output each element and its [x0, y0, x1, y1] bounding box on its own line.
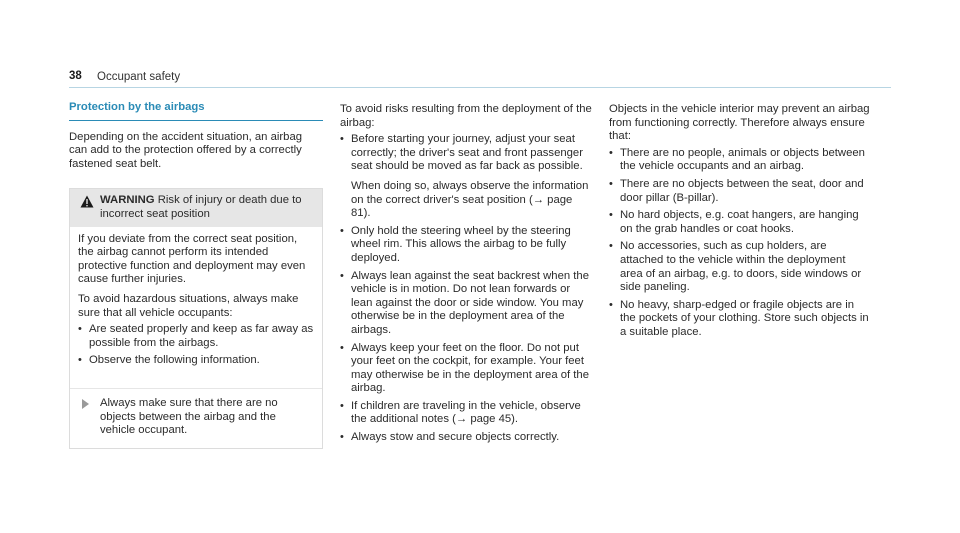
list-item: • There are no objects between the seat, door and door pillar (B-pillar).	[609, 177, 864, 204]
list-item: • Are seated properly and keep as far away as possible from the airbags.	[78, 323, 314, 349]
intro-paragraph: To avoid risks resulting from the deployment of the airbag:	[340, 103, 592, 129]
list-item: • Always lean against the seat backrest when the vehicle is in motion. Do not lean forwards or lean against the door or side window. You may otherwise be in the deployment area of the airbags.	[340, 269, 590, 336]
page-title: Occupant safety	[97, 71, 181, 83]
section-heading: Protection by the airbags	[69, 101, 323, 121]
info-box	[69, 188, 323, 448]
notice-text: Always make sure that there are no objects between the airbag and the vehicle occupant.	[100, 396, 278, 437]
page-reference-link[interactable]: (→ page 81).	[351, 193, 573, 220]
intro-paragraph: Depending on the accident situation, an airbag can add to the protection offered by a correctly fastened seat belt.	[69, 130, 303, 170]
list-item: • There are no people, animals or objects between the vehicle occupants and an airbag.	[609, 146, 865, 173]
warning-header	[70, 189, 322, 226]
warning-list	[78, 323, 314, 368]
list-item: • No accessories, such as cup holders, are attached to the vehicle within the deployment area of an airbag, e.g. to doors, side windows or side paneling.	[609, 240, 862, 294]
intro-paragraph: Objects in the vehicle interior may prevent an airbag from functioning correctly. Therefore always ensure that:	[609, 103, 870, 143]
page-number: 38	[69, 70, 82, 82]
bullet-list	[340, 133, 594, 444]
warning-icon	[80, 195, 94, 208]
column-3	[609, 103, 871, 344]
header-rule	[69, 87, 891, 88]
warning-body	[70, 227, 322, 376]
column-1	[69, 101, 323, 449]
list-item: • No heavy, sharp-edged or fragile objects are in the pockets of your clothing. Store such objects in a suitable place.	[609, 298, 869, 338]
play-arrow-icon	[82, 399, 89, 409]
list-item: • Always keep your feet on the floor. Do not put your feet on the cockpit, for example. Your feet may otherwise be in the deployment area of the airbag.	[340, 341, 590, 395]
list-item: • Only hold the steering wheel by the steering wheel rim. This allows the airbag to be fully deployed.	[340, 224, 571, 264]
list-item: • No hard objects, e.g. coat hangers, are hanging on the grab handles or coat hooks.	[609, 209, 859, 235]
list-item: • Always stow and secure objects correctly.	[340, 431, 560, 444]
list-item: • Observe the following information.	[78, 354, 260, 367]
bullet-list	[609, 147, 871, 340]
column-2	[340, 103, 594, 449]
warning-paragraph: If you deviate from the correct seat position, the airbag cannot perform its intended protective function and deployment may even cause further injuries.	[78, 232, 306, 286]
list-item: • Before starting your journey, adjust your seat correctly; the driver's seat and front passenger seat should be moved as far back as possible. When doing so, always observe the information on the correct driver's seat position (→ page 81).	[340, 133, 589, 220]
warning-paragraph: To avoid hazardous situations, always make sure that all vehicle occupants:	[78, 292, 299, 319]
notice-block	[70, 388, 322, 448]
list-item: • If children are traveling in the vehicle, observe the additional notes (→ page 45).	[340, 399, 581, 426]
warning-title: Risk of injury or death due to incorrect seat position	[100, 194, 302, 220]
warning-label: WARNING	[100, 194, 155, 207]
